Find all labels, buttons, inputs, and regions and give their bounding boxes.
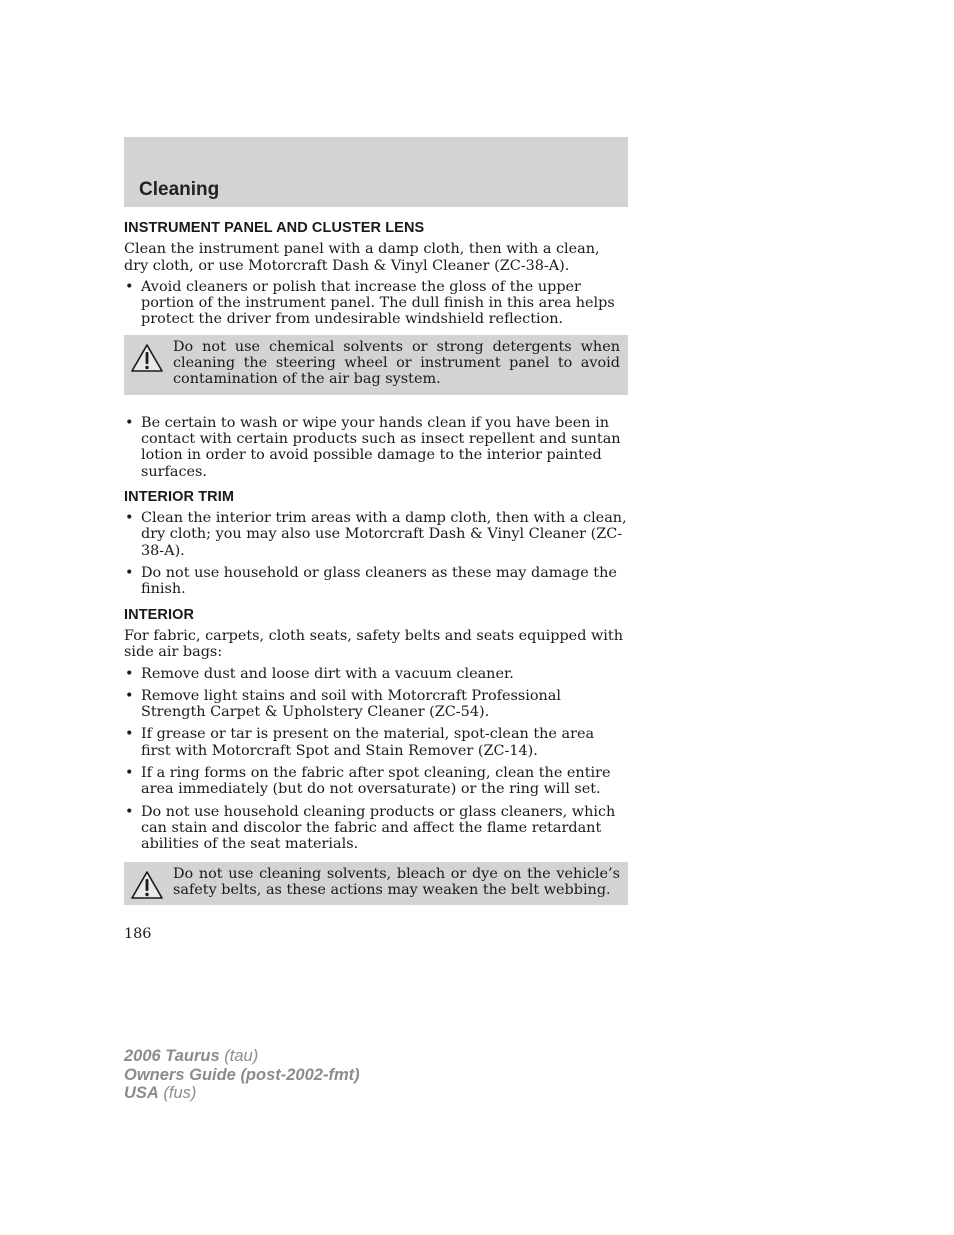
list-item-text: Do not use household cleaning products or glass cleaners, which can stain and discolor the fabric and affect the flame retardant abilities of the seat materials.	[141, 803, 616, 853]
list-item-text: Clean the interior trim areas with a damp cloth, then with a clean, dry cloth; you may also use Motorcraft Dash & Vinyl Cleaner (ZC-38-A).	[141, 510, 627, 559]
list-item	[124, 415, 628, 480]
list-item	[124, 688, 628, 721]
footer-guide: Owners Guide (post-2002-fmt)	[124, 1065, 360, 1084]
bullet-mark: •	[125, 765, 134, 782]
warning-text: Do not use cleaning solvents, bleach or dye on the vehicle’s safety belts, as these actions may weaken the belt webbing.	[173, 865, 620, 898]
footer-model: 2006 Taurus	[124, 1047, 220, 1065]
warning-text: Do not use chemical solvents or strong detergents when cleaning the steering wheel or instrument panel to avoid contamination of the air bag system.	[173, 338, 620, 388]
bullet-mark: •	[125, 726, 134, 743]
section-header-band	[124, 137, 628, 207]
bullet-mark: •	[125, 278, 134, 295]
footer-market-code: (fus)	[158, 1084, 197, 1102]
list-item-text: Do not use household or glass cleaners as these may damage the finish.	[141, 565, 617, 598]
list-item	[124, 726, 628, 759]
bullet-list	[124, 415, 628, 480]
bullet-mark: •	[125, 803, 134, 820]
page-content	[124, 220, 628, 925]
footer-line-guide	[124, 1066, 360, 1085]
list-item-text: Remove dust and loose dirt with a vacuum cleaner.	[141, 665, 514, 682]
list-item-text: Avoid cleaners or polish that increase the gloss of the upper portion of the instrument panel. The dull finish in this area helps protect the driver from undesirable windshield reflection.	[141, 278, 615, 328]
bullet-list	[124, 666, 628, 853]
document-footer	[124, 1047, 360, 1103]
list-item	[124, 565, 628, 598]
list-item-text: If a ring forms on the fabric after spot cleaning, clean the entire area immediately (but do not oversaturate) or the ring will set.	[141, 765, 611, 798]
heading-interior-trim: INTERIOR TRIM	[124, 488, 235, 505]
warning-box	[124, 862, 628, 906]
bullet-mark: •	[125, 414, 134, 431]
footer-model-code: (tau)	[219, 1047, 259, 1065]
heading-instrument-panel: INSTRUMENT PANEL AND CLUSTER LENS	[124, 220, 425, 236]
section-title: Cleaning	[139, 179, 220, 200]
list-item	[124, 666, 628, 682]
warning-triangle-icon	[130, 343, 164, 373]
page-number: 186	[124, 926, 152, 942]
bullet-list	[124, 279, 628, 328]
bullet-list	[124, 510, 628, 597]
list-item	[124, 765, 628, 798]
list-item-text: Be certain to wash or wipe your hands clean if you have been in contact with certain products such as insect repellent and suntan lotion in order to avoid possible damage to the interior painted surfaces.	[141, 414, 621, 480]
warning-triangle-icon	[130, 870, 164, 900]
bullet-mark: •	[125, 565, 134, 582]
paragraph-interior-intro: For fabric, carpets, cloth seats, safety belts and seats equipped with side air bags:	[124, 627, 623, 661]
list-item	[124, 279, 628, 328]
footer-line-market	[124, 1084, 360, 1103]
footer-market: USA	[124, 1084, 159, 1102]
list-item	[124, 510, 628, 559]
bullet-mark: •	[125, 665, 134, 682]
bullet-mark: •	[125, 510, 134, 527]
list-item	[124, 804, 628, 853]
paragraph-instrument-intro: Clean the instrument panel with a damp cloth, then with a clean, dry cloth, or use Motorcraft Dash & Vinyl Cleaner (ZC-38-A).	[124, 241, 600, 274]
list-item-text: If grease or tar is present on the material, spot-clean the area first with Motorcraft Spot and Stain Remover (ZC-14).	[141, 726, 595, 759]
heading-interior: INTERIOR	[124, 606, 195, 623]
list-item-text: Remove light stains and soil with Motorcraft Professional Strength Carpet & Upholstery Cleaner (ZC-54).	[141, 687, 561, 721]
footer-line-model	[124, 1047, 360, 1066]
warning-box	[124, 335, 628, 395]
bullet-mark: •	[125, 687, 134, 704]
